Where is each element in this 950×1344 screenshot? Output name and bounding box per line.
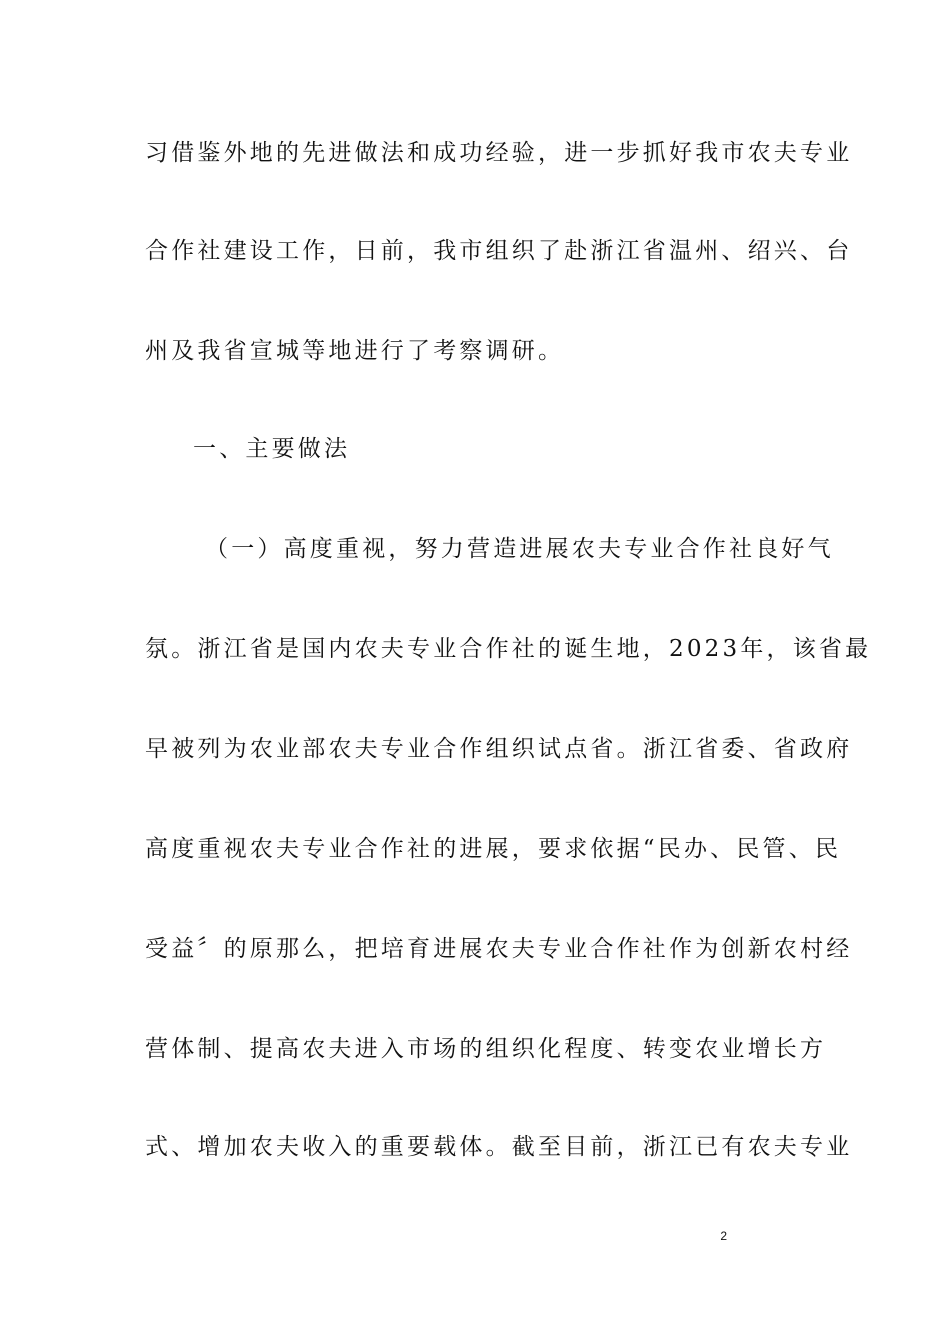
paragraph-line: 氛。浙江省是国内农夫专业合作社的诞生地，2023年，该省最 [145, 636, 872, 662]
section-heading: 一、主要做法 [193, 436, 351, 462]
paragraph-line: 式、增加农夫收入的重要载体。截至目前，浙江已有农夫专业 [145, 1134, 853, 1160]
page-number: 2 [720, 1229, 727, 1243]
paragraph-line: 早被列为农业部农夫专业合作组织试点省。浙江省委、省政府 [145, 736, 853, 762]
paragraph-line: 州及我省宣城等地进行了考察调研。 [145, 338, 565, 364]
subsection-heading-line: （一）高度重视，努力营造进展农夫专业合作社良好气 [205, 536, 834, 562]
paragraph-line: 高度重视农夫专业合作社的进展，要求依据“民办、民管、民 [145, 836, 842, 862]
paragraph-line: 习借鉴外地的先进做法和成功经验，进一步抓好我市农夫专业 [145, 140, 853, 166]
paragraph-line: 受益〞的原那么，把培育进展农夫专业合作社作为创新农村经 [145, 936, 853, 962]
paragraph-line: 合作社建设工作，日前，我市组织了赴浙江省温州、绍兴、台 [145, 238, 853, 264]
paragraph-line: 营体制、提高农夫进入市场的组织化程度、转变农业增长方 [145, 1036, 827, 1062]
